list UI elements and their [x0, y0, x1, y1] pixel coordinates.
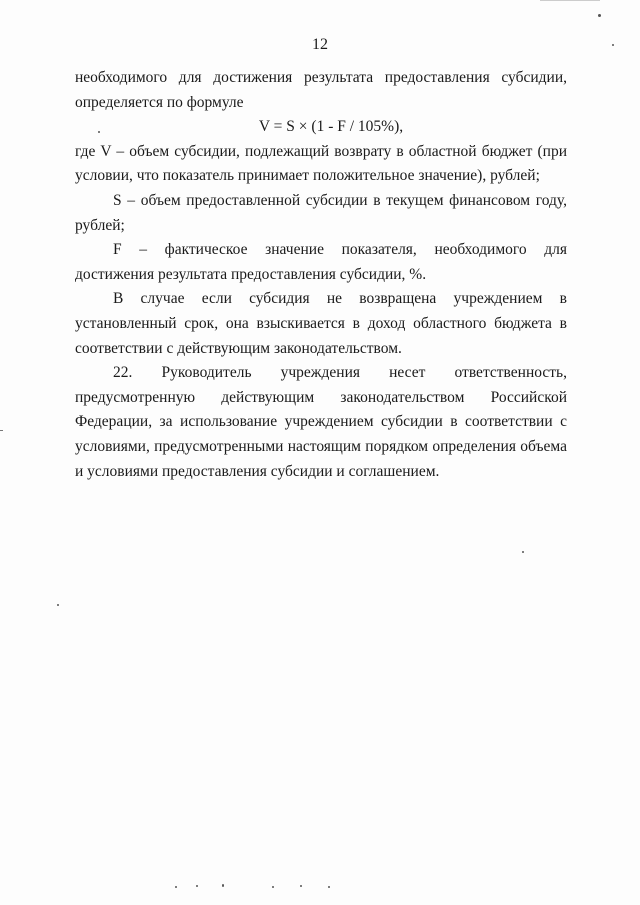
scan-speck: [612, 44, 614, 46]
document-body: [75, 66, 567, 484]
scan-speck: [196, 885, 198, 887]
scan-speck: [272, 886, 274, 888]
scan-speck: [175, 886, 177, 888]
scan-speck: [222, 884, 224, 887]
paragraph-22-responsibility: 22. Руководитель учреждения несет ответственность, предусмотренную действующим законодательством Российской Федерации, за использование учреждением субсидии в соответствии с условиями, предусмотренными настоящим порядком определения объема и условиями предоставления субсидии и соглашением.: [75, 364, 567, 480]
scan-speck: [98, 131, 100, 133]
paragraph-return-case: В случае если субсидия не возвращена учреждением в установленный срок, она взыскивается в доход областного бюджета в соответствии с действующим законодательством.: [75, 290, 567, 357]
scan-speck: [57, 604, 59, 606]
scan-speck: [522, 551, 524, 553]
scan-speck: [328, 886, 330, 888]
paragraph-s-definition: S – объем предоставленной субсидии в текущем финансовом году, рублей;: [75, 191, 567, 234]
page-number: 12: [312, 36, 328, 53]
paragraph-where-v: где V – объем субсидии, подлежащий возврату в областной бюджет (при условии, что показатель принимает положительное значение), рублей;: [75, 142, 567, 185]
formula: V = S × (1 - F / 105%),: [258, 118, 404, 136]
scan-speck: [598, 14, 601, 17]
scan-edge-mark: [0, 430, 3, 431]
paragraph-f-definition: F – фактическое значение показателя, необходимого для достижения результата предоставления субсидии, %.: [75, 241, 567, 283]
scan-edge-mark: [540, 0, 600, 1]
scan-speck: [300, 885, 302, 887]
paragraph-continuation: необходимого для достижения результата предоставления субсидии, определяется по формуле: [75, 69, 567, 111]
